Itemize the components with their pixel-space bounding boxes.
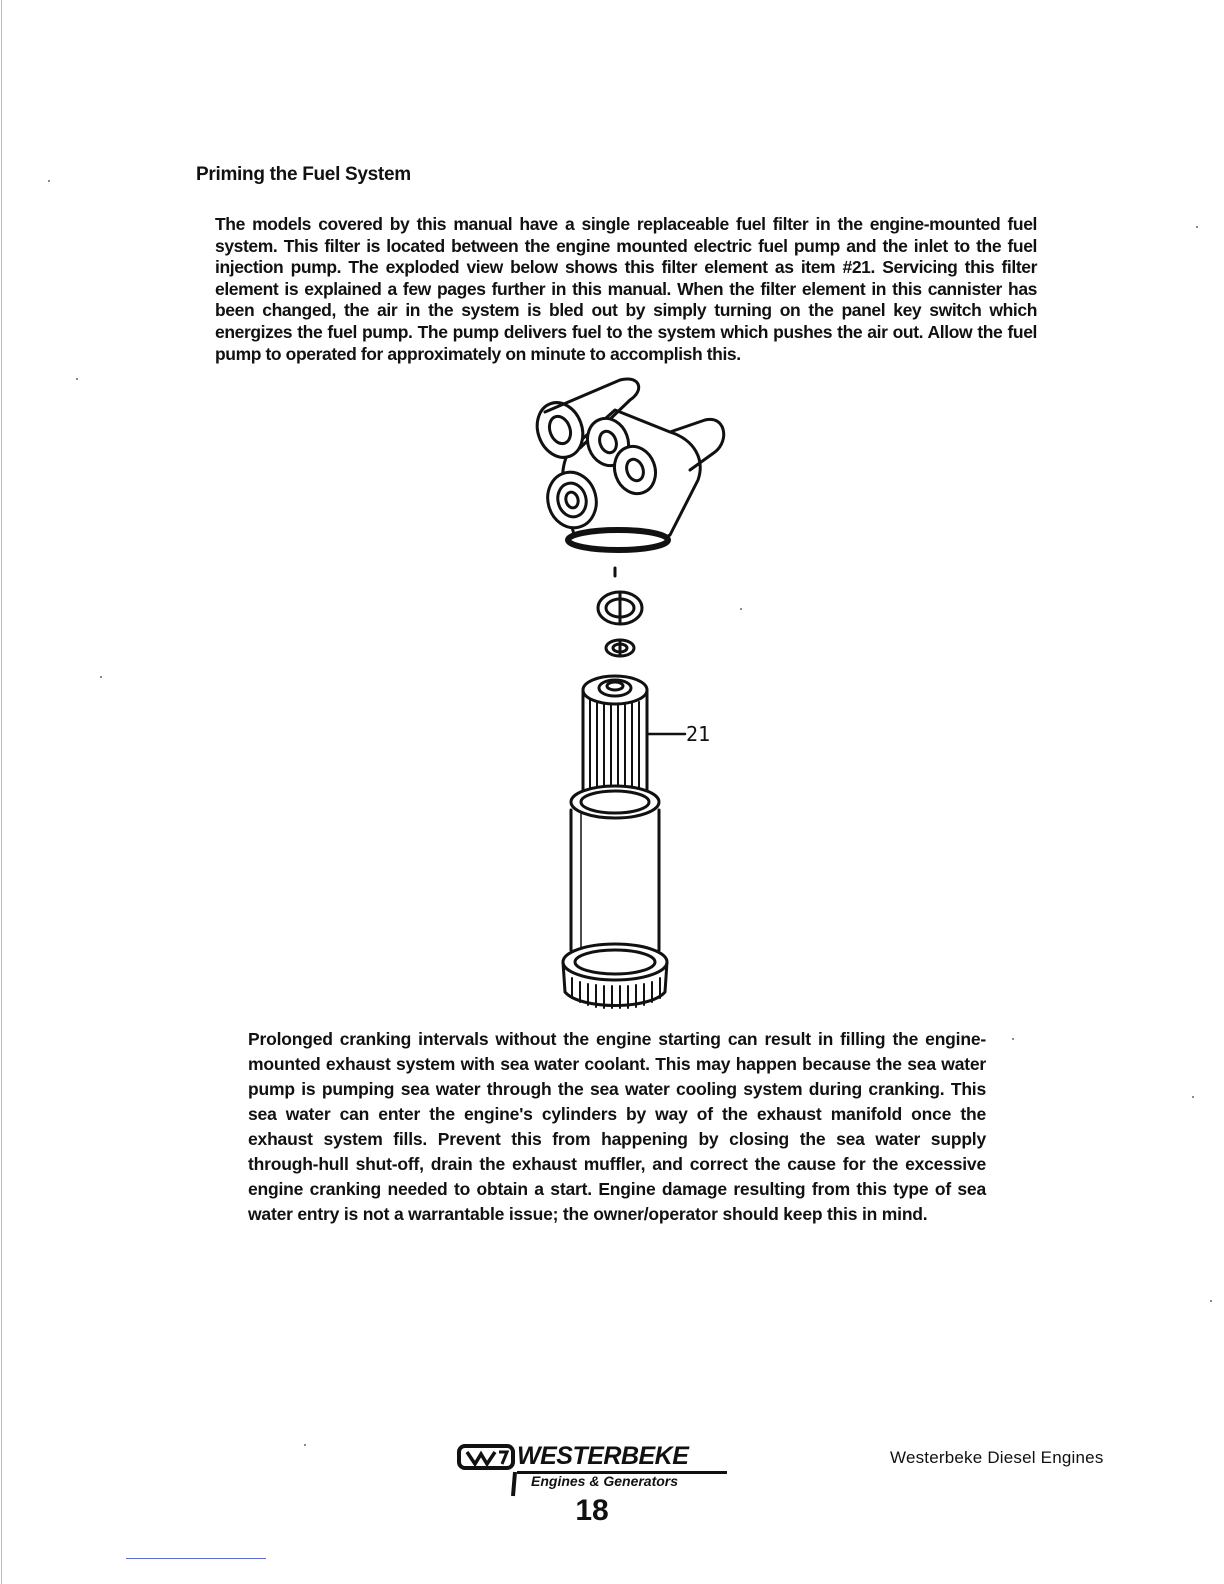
scan-speck bbox=[1196, 226, 1198, 228]
scan-speck bbox=[1210, 1300, 1212, 1302]
scan-speck bbox=[100, 676, 102, 678]
filter-element-21 bbox=[583, 676, 647, 800]
logo-brand-text: WESTERBEKE bbox=[517, 1442, 689, 1470]
logo-mark-icon bbox=[455, 1440, 517, 1500]
scan-edge-line bbox=[1, 0, 2, 1584]
retaining-ring bbox=[563, 944, 667, 1008]
scan-speck bbox=[48, 180, 50, 182]
cranking-warning-paragraph: Prolonged cranking intervals without the engine starting can result in filling the engine-mounted exhaust system with sea water coolant. This may happen because the sea water pump is pumping sea water through the sea water cooling system during cranking. This sea water can enter the engine's cylinders by way of the exhaust manifold once the exhaust system fills. Prevent this from happening by closing the sea water supply through-hull shut-off, drain the exhaust muffler, and correct the cause for the excessive engine cranking needed to obtain a start. Engine damage resulting from this type of sea water entry is not a warrantable issue; the owner/operator should keep this in mind. bbox=[248, 1029, 986, 1224]
scan-speck bbox=[1012, 1038, 1014, 1040]
scan-artifact-line bbox=[126, 1558, 266, 1559]
fuel-filter-exploded-view bbox=[520, 370, 750, 1020]
section-heading: Priming the Fuel System bbox=[196, 164, 411, 185]
page-number: 18 bbox=[575, 1494, 609, 1527]
scan-speck bbox=[1192, 1096, 1194, 1098]
filter-head-housing bbox=[530, 379, 724, 550]
scan-speck bbox=[304, 1444, 306, 1446]
scan-speck bbox=[740, 608, 742, 610]
bowl-top-ring bbox=[571, 786, 659, 818]
large-o-ring bbox=[598, 592, 642, 624]
priming-paragraph: The models covered by this manual have a single replaceable fuel filter in the engine-mounted fuel system. This filter is located between the engine mounted electric fuel pump and the inlet to the fuel injection pump. The exploded view below shows this filter element as item #21. Servicing this filter element is explained a few pages further in this manual. When the filter element in this cannister has been changed, the air in the system is bled out by simply turning on the panel key switch which energizes the fuel pump. The pump delivers fuel to the system which pushes the air out. Allow the fuel pump to operated for approximately on minute to accomplish this. bbox=[215, 214, 1037, 364]
callout-label-21: 21 bbox=[686, 722, 711, 746]
westerbeke-logo bbox=[455, 1440, 735, 1500]
small-o-ring bbox=[606, 640, 634, 656]
filter-bowl bbox=[571, 810, 659, 950]
scan-speck bbox=[76, 378, 78, 380]
logo-subtitle: Engines & Generators bbox=[531, 1473, 679, 1489]
footer-company-name: Westerbeke Diesel Engines bbox=[890, 1448, 1104, 1467]
